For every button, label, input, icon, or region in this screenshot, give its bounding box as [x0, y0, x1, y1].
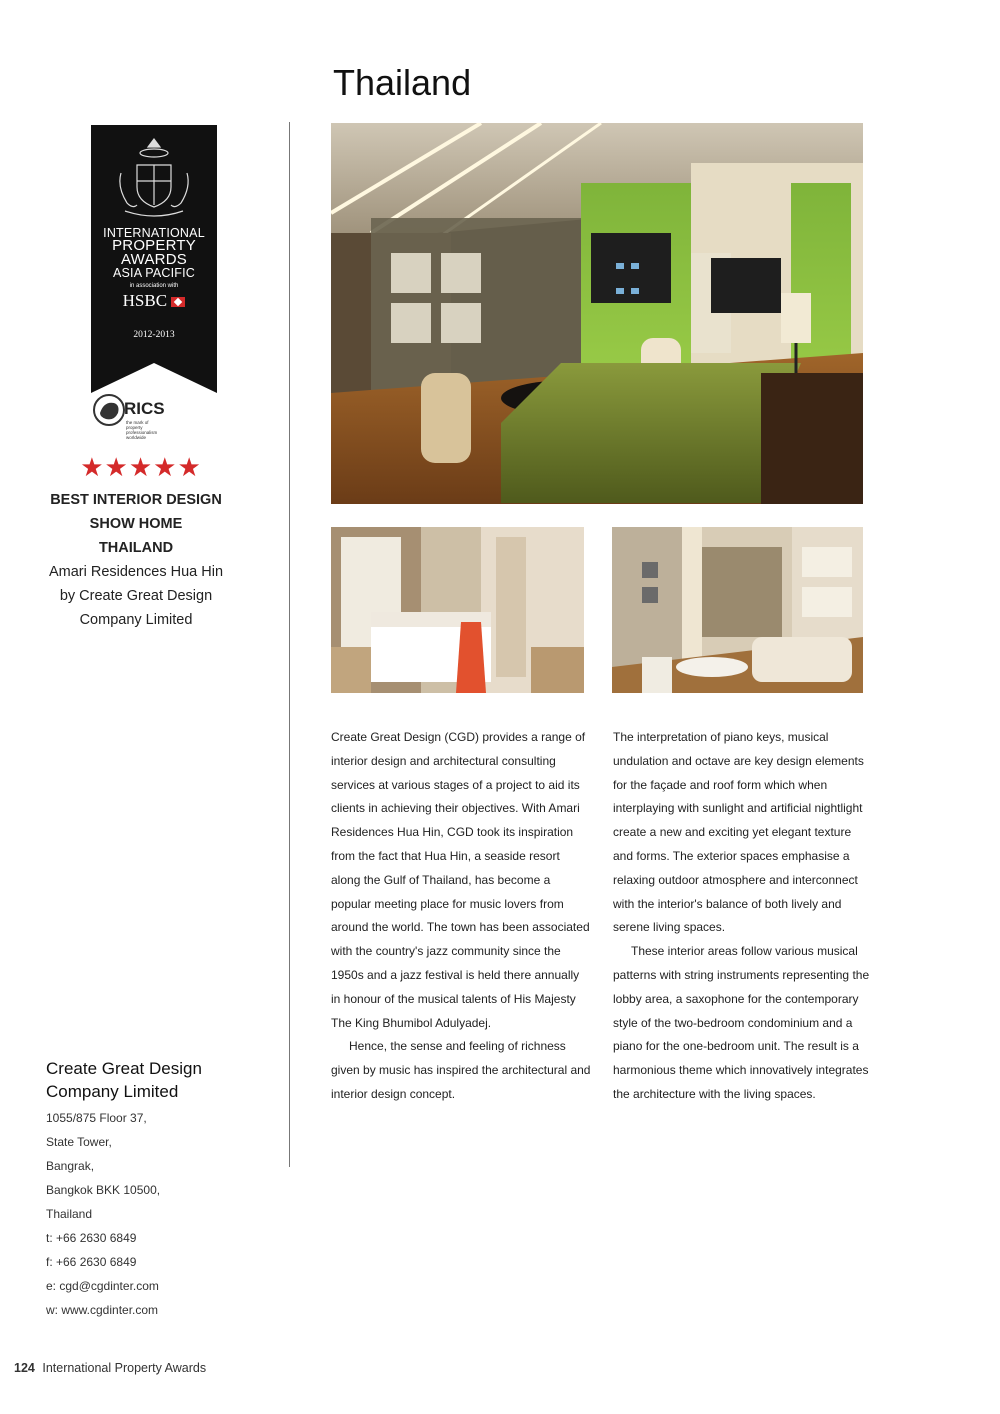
body-paragraph: The interpretation of piano keys, musical undulation and octave are key design elements for the façade and roof form which when interplaying with sunlight and artificial nightlight create a new and exciting yet elegant texture and forms. The exterior spaces emphasise a relaxing outdoor atmosphere and interconnect with the interior's balance of both lively and serene living spaces.	[613, 730, 864, 935]
award-description	[36, 488, 236, 632]
body-paragraph: Create Great Design (CGD) provides a range of interior design and architectural consulting services at various stages of a project to aid its clients in achieving their objectives. With Amari Residences Hua Hin, CGD took its inspiration from the fact that Hua Hin, a seaside resort along the Gulf of Thailand, has become a popular meeting place for music lovers from around the world. The town has been associated with the country's jazz community since the 1950s and a jazz festival is held there annually in honour of the musical talents of His Majesty The King Bhumibol Adulyadej.	[331, 730, 590, 1030]
badge-years: 2012-2013	[133, 330, 175, 340]
address-line: State Tower,	[46, 1135, 112, 1149]
address-line: 1055/875 Floor 37,	[46, 1111, 147, 1125]
living-room-photo	[331, 123, 863, 504]
badge-sponsor: HSBC	[91, 291, 217, 311]
address-line: Thailand	[46, 1207, 93, 1221]
badge-title: INTERNATIONAL PROPERTY AWARDS ASIA PACIFIC	[103, 226, 205, 280]
rics-name: RICS	[124, 399, 165, 418]
address-line: Bangkok BKK 10500,	[46, 1183, 161, 1197]
contact-phone: t: +66 2630 6849	[46, 1231, 137, 1245]
award-badge	[91, 125, 217, 415]
lion-icon	[92, 393, 126, 427]
page-footer	[14, 1361, 206, 1375]
living-kitchen-photo	[612, 527, 863, 693]
address-line: Bangrak,	[46, 1159, 95, 1173]
contact-email[interactable]: e: cgd@cgdinter.com	[46, 1279, 159, 1293]
column-divider	[289, 122, 290, 1167]
page-number: 124	[14, 1361, 35, 1375]
award-category-line: BEST INTERIOR DESIGN	[50, 492, 222, 508]
body-paragraph: These interior areas follow various musical patterns with string instruments representing the lobby area, a saxophone for the contemporary style of the two-bedroom condominium and a piano for the one-bedroom unit. The result is a harmonious theme which innovatively integrates the architecture with the living spaces.	[613, 944, 870, 1101]
award-winner-line: Amari Residences Hua Hin	[48, 564, 224, 580]
star-rating: ★★★★★	[80, 452, 202, 482]
body-column-left	[331, 726, 591, 1107]
contact-fax: f: +66 2630 6849	[46, 1255, 137, 1269]
contact-company-name: Create Great Design Company Limited	[46, 1059, 202, 1101]
award-winner-line: by Create Great Design	[59, 588, 213, 604]
hsbc-logo-icon	[171, 297, 185, 307]
contact-details	[46, 1106, 160, 1322]
body-column-right	[613, 726, 873, 1107]
award-category-line: SHOW HOME	[89, 516, 183, 532]
body-paragraph: Hence, the sense and feeling of richness given by music has inspired the architectural and interior design concept.	[331, 1039, 591, 1101]
badge-association: in association with	[129, 283, 179, 289]
award-category-line: THAILAND	[98, 540, 174, 556]
page-title: Thailand	[333, 62, 472, 103]
award-winner-line: Company Limited	[79, 612, 193, 628]
publication-name: International Property Awards	[42, 1361, 207, 1375]
rics-tagline: the mark of property professionalism worldwide	[126, 420, 158, 440]
bedroom-photo	[331, 527, 584, 693]
contact-website[interactable]: w: www.cgdinter.com	[46, 1303, 159, 1317]
